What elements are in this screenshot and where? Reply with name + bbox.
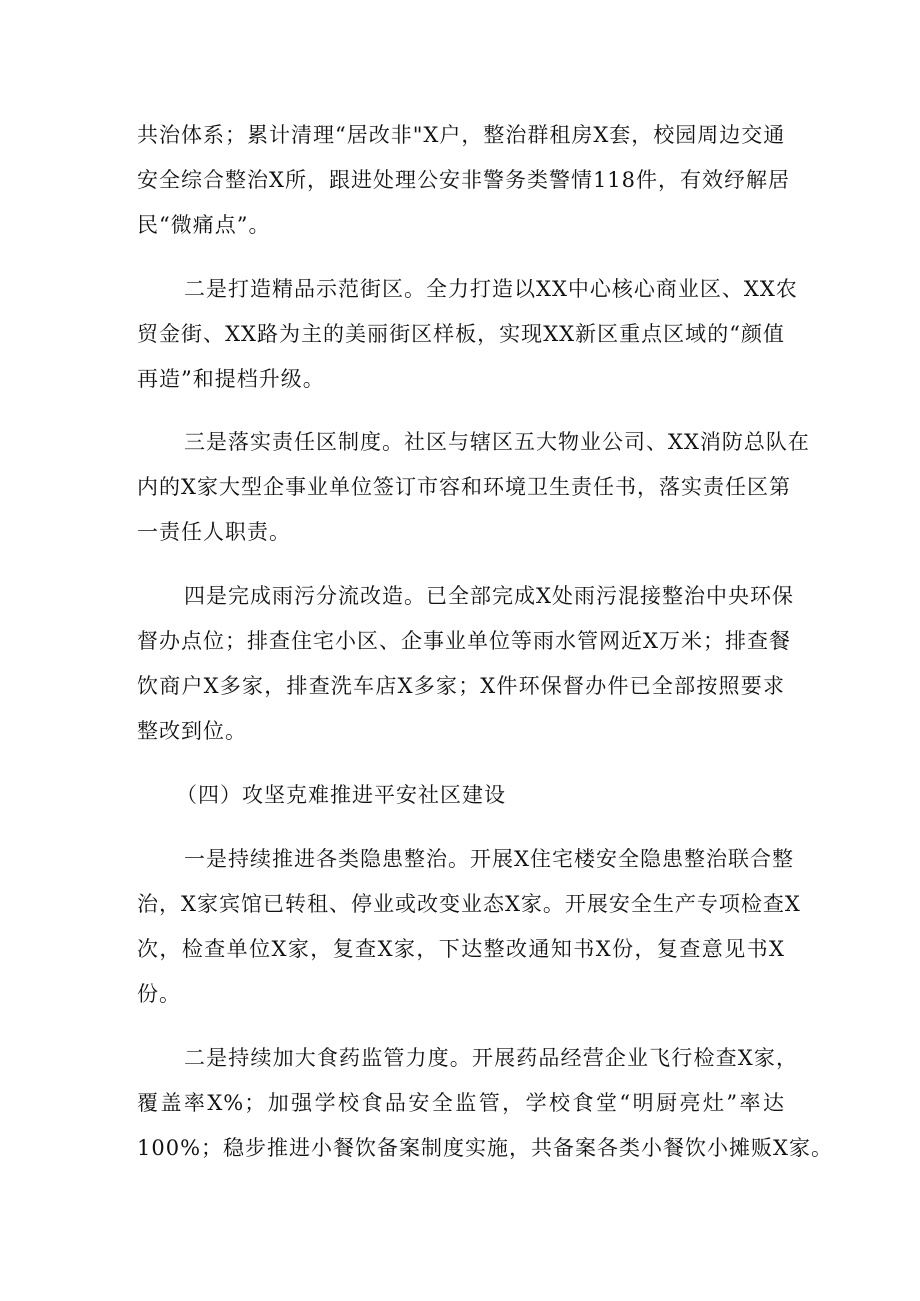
text-line: 督办点位；排查住宅小区、企事业单位等雨水管网近X万米；排查餐 [137,629,791,653]
text-line: 饮商户X多家，排查洗车店X多家；X件环保督办件已全部按照要求 [137,674,785,698]
section-heading: （四）攻坚克难推进平安社区建设 [176,783,506,807]
text-line: 四是完成雨污分流改造。已全部完成X处雨污混接整治中央环保 [184,584,794,608]
text-line: 二是持续加大食药监管力度。开展药品经营企业飞行检查X家， [184,1046,798,1070]
text-line: 次，检查单位X家，复查X家，下达整改通知书X份，复查意见书X [137,937,785,961]
text-line: 整改到位。 [137,719,247,743]
text-line: 再造”和提档升级。 [137,367,325,391]
text-line: 100%；稳步推进小餐饮备案制度实施，共备案各类小餐饮小摊贩X家。 [137,1136,833,1160]
text-line: 贸金街、XX路为主的美丽街区样板，实现XX新区重点区域的“颜值 [137,322,785,346]
text-line: 共治体系；累计清理“居改非"X户，整治群租房X套，校园周边交通 [137,123,786,147]
text-line: 民“微痛点”。 [137,213,271,237]
text-line: 覆盖率X%；加强学校食品安全监管，学校食堂“明厨亮灶”率达 [137,1091,785,1115]
text-line: 内的X家大型企事业单位签订市容和环境卫生责任书，落实责任区第 [137,475,791,499]
text-line: 份。 [137,982,181,1006]
text-line: 安全综合整治X所，跟进处理公安非警务类警情118件，有效纾解居 [137,168,791,192]
text-line: 三是落实责任区制度。社区与辖区五大物业公司、XX消防总队在 [184,430,810,454]
text-line: 一责任人职责。 [137,520,291,544]
text-line: 二是打造精品示范街区。全力打造以XX中心核心商业区、XX农 [184,277,798,301]
text-line: 一是持续推进各类隐患整治。开展X住宅楼安全隐患整治联合整 [184,847,794,871]
text-line: 治，X家宾馆已转租、停业或改变业态X家。开展安全生产专项检查X [137,892,801,916]
